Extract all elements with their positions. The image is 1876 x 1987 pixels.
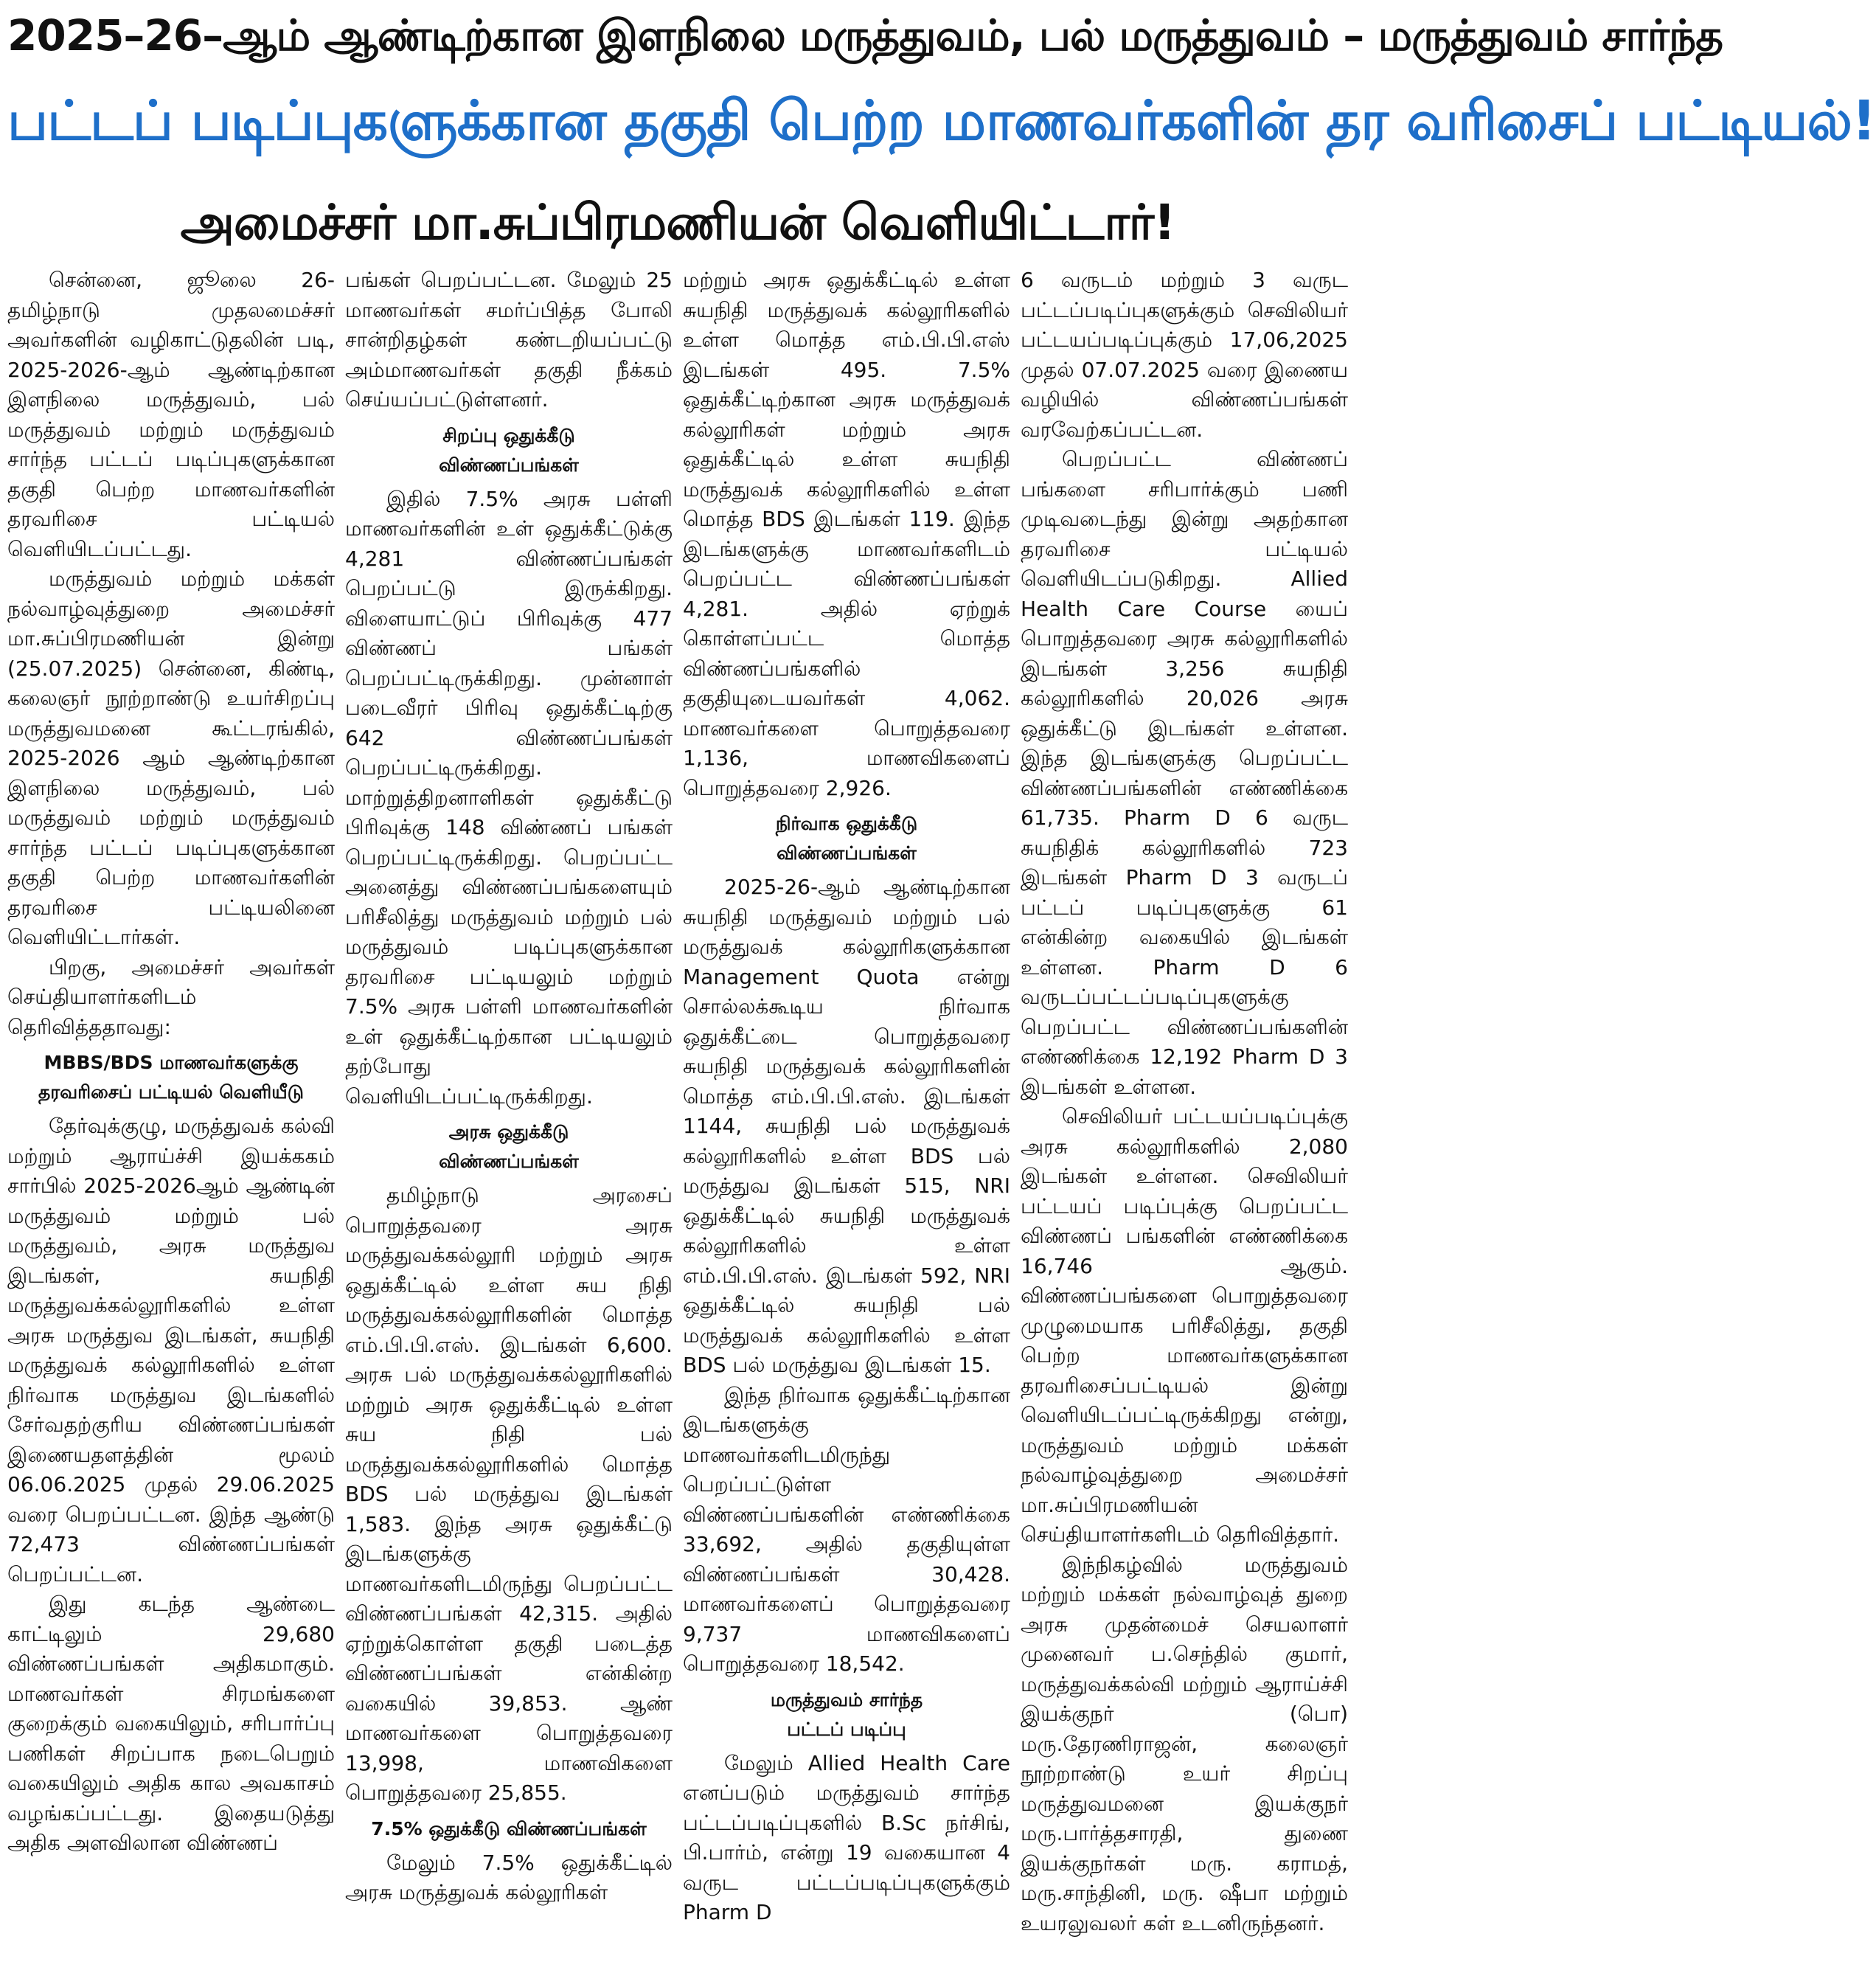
paragraph: இதில் 7.5% அரசு பள்ளி மாணவர்களின் உள் ஒதுக்கீட்டுக்கு 4,281 விண்ணப்பங்கள் பெறப்பட்டு இருக்கிறது. விளையாட்டுப் பிரிவுக்கு 477 விண்ணப் பங்கள் பெறப்பட்டிருக்கிறது. முன்னாள் படைவீரர் பிரிவு ஒதுக்கீட்டிற்கு 642 விண்ணப்பங்கள் பெறப்பட்டிருக்கிறது. மாற்றுத்திறனாளிகள் ஒதுக்கீட்டு பிரிவுக்கு 148 விண்ணப் பங்கள் பெறப்பட்டிருக்கிறது. பெறப்பட்ட அனைத்து விண்ணப்பங்களையும் பரிசீலித்து மருத்துவம் மற்றும் பல் மருத்துவம் படிப்புகளுக்கான தரவரிசை பட்டியலும் மற்றும் 7.5% அரசு பள்ளி மாணவர்களின் உள் ஒதுக்கீட்டிற்கான பட்டியலும் தற்போது வெளியிடப்பட்டிருக்கிறது. xyxy=(345,486,673,1109)
subheading xyxy=(7,1048,335,1107)
paragraph: இது கடந்த ஆண்டை காட்டிலும் 29,680 விண்ணப்பங்கள் அதிகமாகும். மாணவர்கள் சிரமங்களை குறைக்கும் வகையிலும், சரிபார்ப்பு பணிகள் சிறப்பாக நடைபெறும் வகையிலும் அதிக கால அவகாசம் வழங்கப்பட்டது. இதையடுத்து அதிக அளவிலான விண்ணப் xyxy=(7,1592,335,1855)
subheading-line: அரசு ஒதுக்கீடு xyxy=(448,1121,569,1142)
subheading-line: விண்ணப்பங்கள் xyxy=(439,1151,579,1172)
subheading xyxy=(345,1814,673,1844)
subheading-line: MBBS/BDS மாணவர்களுக்கு xyxy=(44,1052,299,1073)
column-4 xyxy=(1021,266,1348,1981)
subheading-line: நிர்வாக ஒதுக்கீடு xyxy=(775,813,918,834)
headline-line-3: அமைச்சர் மா.சுப்பிரமணியன் வெளியிட்டார்! xyxy=(180,194,1175,251)
subheading-line: விண்ணப்பங்கள் xyxy=(777,842,917,864)
column-3 xyxy=(683,266,1010,1981)
paragraph: இந்நிகழ்வில் மருத்துவம் மற்றும் மக்கள் நல்வாழ்வுத் துறை அரசு முதன்மைச் செயலாளர் முனைவர் ப.செந்தில் குமார், மருத்துவக்கல்வி மற்றும் ஆராய்ச்சி இயக்குநர் (பொ) மரு.தேரணிராஜன், கலைஞர் நூற்றாண்டு உயர் சிறப்பு மருத்துவமனை இயக்குநர் மரு.பார்த்தசாரதி, துணை இயக்குநர்கள் மரு. கராமத், மரு.சாந்தினி, மரு. ஷீபா மற்றும் உயரலுவலர் கள் உடனிருந்தனர். xyxy=(1021,1552,1348,1935)
paragraph: மற்றும் அரசு ஒதுக்கீட்டில் உள்ள சுயநிதி மருத்துவக் கல்லூரிகளில் உள்ள மொத்த எம்.பி.பி.எஸ் இடங்கள் 495. 7.5% ஒதுக்கீட்டிற்கான அரசு மருத்துவக் கல்லூரிகள் மற்றும் அரசு ஒதுக்கீட்டில் உள்ள சுயநிதி மருத்துவக் கல்லூரிகளில் உள்ள மொத்த BDS இடங்கள் 119. இந்த இடங்களுக்கு மாணவர்களிடம் பெறப்பட்ட விண்ணப்பங்கள் 4,281. அதில் ஏற்றுக் கொள்ளப்பட்ட மொத்த விண்ணப்பங்களில் தகுதியுடையவர்கள் 4,062. மாணவர்களை பொறுத்தவரை 1,136, மாணவிகளைப் பொறுத்தவரை 2,926. xyxy=(683,268,1010,800)
subheading xyxy=(345,421,673,480)
subheading-line: மருத்துவம் சார்ந்த xyxy=(770,1688,923,1710)
paragraph: பெறப்பட்ட விண்ணப் பங்களை சரிபார்க்கும் பணி முடிவடைந்து இன்று அதற்கான தரவரிசை பட்டியல் வெளியிடப்படுகிறது. Allied Health Care Course யைப் பொறுத்தவரை அரசு கல்லூரிகளில் இடங்கள் 3,256 சுயநிதி கல்லூரிகளில் 20,026 அரசு ஒதுக்கீட்டு இடங்கள் உள்ளன. இந்த இடங்களுக்கு பெறப்பட்ட விண்ணப்பங்களின் எண்ணிக்கை 61,735. Pharm D 6 வருட சுயநிதிக் கல்லூரிகளில் 723 இடங்கள் Pharm D 3 வருடப் பட்டப் படிப்புகளுக்கு 61 என்கின்ற வகையில் இடங்கள் உள்ளன. Pharm D 6 வருடப்பட்டப்படிப்புகளுக்கு பெறப்பட்ட விண்ணப்பங்களின் எண்ணிக்கை 12,192 Pharm D 3 இடங்கள் உள்ளன. xyxy=(1021,447,1348,1099)
subheading-line: பட்டப் படிப்பு xyxy=(787,1718,906,1740)
paragraph: பிறகு, அமைச்சர் அவர்கள் செய்தியாளர்களிடம் தெரிவித்ததாவது: xyxy=(7,954,335,1039)
headline-line-1: 2025–26–ஆம் ஆண்டிற்கான இளநிலை மருத்துவம், பல் மருத்துவம் – மருத்துவம் சார்ந்த xyxy=(7,10,1723,60)
subheading-line: சிறப்பு ஒதுக்கீடு xyxy=(442,424,575,446)
paragraph: 6 வருடம் மற்றும் 3 வருட பட்டப்படிப்புகளுக்கும் செவிலியர் பட்டயப்படிப்புக்கும் 17,06,2025 முதல் 07.07.2025 வரை இணைய வழியில் விண்ணப்பங்கள் வரவேற்கப்பட்டன. xyxy=(1021,268,1348,442)
subheading xyxy=(683,1685,1010,1744)
subheading xyxy=(345,1117,673,1176)
subheading-line: விண்ணப்பங்கள் xyxy=(439,454,579,476)
paragraph: தேர்வுக்குழு, மருத்துவக் கல்வி மற்றும் ஆராய்ச்சி இயக்ககம் சார்பில் 2025-2026ஆம் ஆண்டின் மருத்துவம் மற்றும் பல் மருத்துவம், அரசு மருத்துவ இடங்கள், சுயநிதி மருத்துவக்கல்லூரிகளில் உள்ள அரசு மருத்துவ இடங்கள், சுயநிதி மருத்துவக் கல்லூரிகளில் உள்ள நிர்வாக மருத்துவ இடங்களில் சேர்வதற்குரிய விண்ணப்பங்கள் இணையதளத்தின் மூலம் 06.06.2025 முதல் 29.06.2025 வரை பெறப்பட்டன. இந்த ஆண்டு 72,473 விண்ணப்பங்கள் பெறப்பட்டன. xyxy=(7,1114,335,1587)
paragraph: பங்கள் பெறப்பட்டன. மேலும் 25 மாணவர்கள் சமர்ப்பித்த போலி சான்றிதழ்கள் கண்டறியப்பட்டு அம்மாணவர்கள் தகுதி நீக்கம் செய்யப்பட்டுள்ளனர். xyxy=(345,268,673,412)
paragraph: மேலும் Allied Health Care எனப்படும் மருத்துவம் சார்ந்த பட்டப்படிப்புகளில் B.Sc நர்சிங், பி.பார்ம், என்று 19 வகையான 4 வருட பட்டப்படிப்புகளுக்கும் Pharm D xyxy=(683,1750,1010,1924)
subheading xyxy=(683,809,1010,868)
column-2 xyxy=(345,266,673,1981)
paragraph: இந்த நிர்வாக ஒதுக்கீட்டிற்கான இடங்களுக்கு மாணவர்களிடமிருந்து பெறப்பட்டுள்ள விண்ணப்பங்களின் எண்ணிக்கை 33,692, அதில் தகுதியுள்ள விண்ணப்பங்கள் 30,428. மாணவர்களைப் பொறுத்தவரை 9,737 மாணவிகளைப் பொறுத்தவரை 18,542. xyxy=(683,1382,1010,1676)
headline-line-2: பட்டப் படிப்புகளுக்கான தகுதி பெற்ற மாணவர்களின் தர வரிசைப் பட்டியல்! xyxy=(7,89,1876,153)
paragraph: 2025-26-ஆம் ஆண்டிற்கான சுயநிதி மருத்துவம் மற்றும் பல் மருத்துவக் கல்லூரிகளுக்கான Management Quota என்று சொல்லக்கூடிய நிர்வாக ஒதுக்கீட்டை பொறுத்தவரை சுயநிதி மருத்துவக் கல்லூரிகளின் மொத்த எம்.பி.பி.எஸ். இடங்கள் 1144, சுயநிதி பல் மருத்துவக் கல்லூரிகளில் உள்ள BDS பல் மருத்துவ இடங்கள் 515, NRI ஒதுக்கீட்டில் சுயநிதி மருத்துவக் கல்லூரிகளில் உள்ள எம்.பி.பி.எஸ். இடங்கள் 592, NRI ஒதுக்கீட்டில் சுயநிதி பல் மருத்துவக் கல்லூரிகளில் உள்ள BDS பல் மருத்துவ இடங்கள் 15. xyxy=(683,875,1010,1377)
column-1 xyxy=(7,266,335,1981)
paragraph: செவிலியர் பட்டயப்படிப்புக்கு அரசு கல்லூரிகளில் 2,080 இடங்கள் உள்ளன. செவிலியர் பட்டயப் படிப்புக்கு பெறப்பட்ட விண்ணப் பங்களின் எண்ணிக்கை 16,746 ஆகும். விண்ணப்பங்களை பொறுத்தவரை முழுமையாக பரிசீலித்து, தகுதி பெற்ற மாணவர்களுக்கான தரவரிசைப்பட்டியல் இன்று வெளியிடப்பட்டிருக்கிறது என்று, மருத்துவம் மற்றும் மக்கள் நல்வாழ்வுத்துறை அமைச்சர் மா.சுப்பிரமணியன் செய்தியாளர்களிடம் தெரிவித்தார். xyxy=(1021,1104,1348,1547)
paragraph: சென்னை, ஜூலை 26- தமிழ்நாடு முதலமைச்சர் அவர்களின் வழிகாட்டுதலின் படி, 2025-2026-ஆம் ஆண்டிற்கான இளநிலை மருத்துவம், பல் மருத்துவம் மற்றும் மருத்துவம் சார்ந்த பட்டப் படிப்புகளுக்கான தகுதி பெற்ற மாணவர்களின் தரவரிசை பட்டியல் வெளியிடப்பட்டது. xyxy=(7,268,335,561)
subheading-line: தரவரிசைப் பட்டியல் வெளியீடு xyxy=(38,1081,304,1103)
subheading-line: 7.5% ஒதுக்கீடு விண்ணப்பங்கள் xyxy=(371,1817,647,1839)
paragraph: தமிழ்நாடு அரசைப் பொறுத்தவரை அரசு மருத்துவக்கல்லூரி மற்றும் அரசு ஒதுக்கீட்டில் உள்ள சுய நிதி மருத்துவக்கல்லூரிகளின் மொத்த எம்.பி.பி.எஸ். இடங்கள் 6,600. அரசு பல் மருத்துவக்கல்லூரிகளில் மற்றும் அரசு ஒதுக்கீட்டில் உள்ள சுய நிதி பல் மருத்துவக்கல்லூரிகளில் மொத்த BDS பல் மருத்துவ இடங்கள் 1,583. இந்த அரசு ஒதுக்கீட்டு இடங்களுக்கு மாணவர்களிடமிருந்து பெறப்பட்ட விண்ணப்பங்கள் 42,315. அதில் ஏற்றுக்கொள்ள தகுதி படைத்த விண்ணப்பங்கள் என்கின்ற வகையில் 39,853. ஆண் மாணவர்களை பொறுத்தவரை 13,998, மாணவிகளை பொறுத்தவரை 25,855. xyxy=(345,1183,673,1805)
article-columns xyxy=(7,266,1348,1981)
paragraph: மேலும் 7.5% ஒதுக்கீட்டில் அரசு மருத்துவக் கல்லூரிகள் xyxy=(345,1850,673,1904)
paragraph: மருத்துவம் மற்றும் மக்கள் நல்வாழ்வுத்துறை அமைச்சர் மா.சுப்பிரமணியன் இன்று (25.07.2025) சென்னை, கிண்டி, கலைஞர் நூற்றாண்டு உயர்சிறப்பு மருத்துவமனை கூட்டரங்கில், 2025-2026 ஆம் ஆண்டிற்கான இளநிலை மருத்துவம், பல் மருத்துவம் மற்றும் மருத்துவம் சார்ந்த பட்டப் படிப்புகளுக்கான தகுதி பெற்ற மாணவர்களின் தரவரிசை பட்டியலினை வெளியிட்டார்கள். xyxy=(7,566,335,949)
